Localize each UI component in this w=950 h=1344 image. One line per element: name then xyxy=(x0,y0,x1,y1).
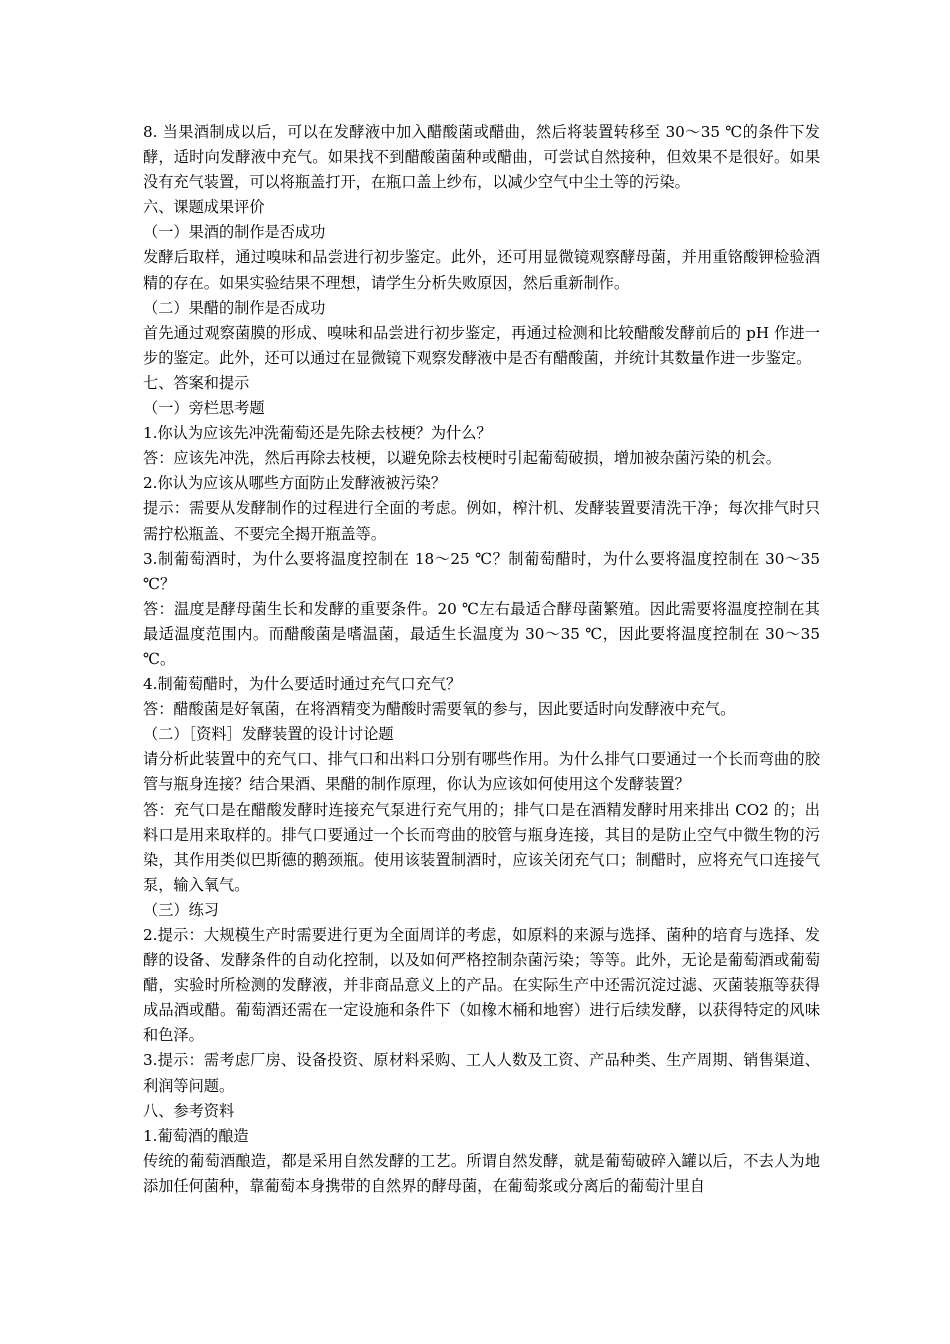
question-2: 2.你认为应该从哪些方面防止发酵液被污染？ xyxy=(143,474,447,493)
question-1: 1.你认为应该先冲洗葡萄还是先除去枝梗？为什么？ xyxy=(143,424,492,443)
subheading-device-discussion: （二）［资料］发酵装置的设计讨论题 xyxy=(143,725,394,744)
subheading-exercises: （三）练习 xyxy=(143,900,219,919)
exercise-hint-2: 2.提示：大规模生产时需要进行更为全面周详的考虑，如原料的来源与选择、菌种的培育与选择、发酵的设备、发酵条件的自动化控制，以及如何严格控制杂菌污染；等等。此外，无论是葡萄酒或葡萄醋，实验时所检测的发酵液，并非商品意义上的产品。在实际生产中还需沉淀过滤、灭菌装瓶等获得成品酒或醋。葡萄酒还需在一定设施和条件下（如橡木桶和地窖）进行后续发酵，以获得特定的风味和色泽。 xyxy=(143,926,820,1045)
paragraph-wine-evaluation: 发酵后取样，通过嗅味和品尝进行初步鉴定。此外，还可用显微镜观察酵母菌，并用重铬酸钾检验酒精的存在。如果实验结果不理想，请学生分析失败原因，然后重新制作。 xyxy=(143,248,820,292)
subheading-wine-success: （一）果酒的制作是否成功 xyxy=(143,223,326,242)
question-3: 3.制葡萄酒时，为什么要将温度控制在 18～25 ℃？制葡萄醋时，为什么要将温度控制在 30～35 ℃？ xyxy=(143,549,820,593)
answer-3: 答：温度是酵母菌生长和发酵的重要条件。20 ℃左右最适合酵母菌繁殖。因此需要将温度控制在其最适温度范围内。而醋酸菌是嗜温菌，最适生长温度为 30～35 ℃，因此要将温度控制在 30～35 ℃。 xyxy=(143,599,820,668)
subheading-sidebar-questions: （一）旁栏思考题 xyxy=(143,399,265,418)
heading-section-6: 六、课题成果评价 xyxy=(143,198,265,217)
answer-2: 提示：需要从发酵制作的过程进行全面的考虑。例如，榨汁机、发酵装置要清洗干净；每次排气时只需拧松瓶盖、不要完全揭开瓶盖等。 xyxy=(143,499,820,543)
paragraph-wine-brewing: 传统的葡萄酒酿造，都是采用自然发酵的工艺。所谓自然发酵，就是葡萄破碎入罐以后，不去人为地添加任何菌种，靠葡萄本身携带的自然界的酵母菌，在葡萄浆或分离后的葡萄汁里自 xyxy=(143,1151,820,1195)
exercise-hint-3: 3.提示：需考虑厂房、设备投资、原材料采购、工人人数及工资、产品种类、生产周期、销售渠道、利润等问题。 xyxy=(143,1051,820,1095)
heading-section-7: 七、答案和提示 xyxy=(143,373,250,392)
paragraph-vinegar-evaluation: 首先通过观察菌膜的形成、嗅味和品尝进行初步鉴定，再通过检测和比较醋酸发酵前后的 pH 作进一步的鉴定。此外，还可以通过在显微镜下观察发酵液中是否有醋酸菌，并统计其数量作进一步鉴定。 xyxy=(143,323,820,367)
heading-section-8: 八、参考资料 xyxy=(143,1101,235,1120)
discussion-question: 请分析此装置中的充气口、排气口和出料口分别有哪些作用。为什么排气口要通过一个长而弯曲的胶管与瓶身连接？结合果酒、果醋的制作原理，你认为应该如何使用这个发酵装置？ xyxy=(143,750,820,794)
subheading-vinegar-success: （二）果醋的制作是否成功 xyxy=(143,298,326,317)
subheading-wine-brewing: 1.葡萄酒的酿造 xyxy=(143,1126,249,1145)
answer-1: 答：应该先冲洗，然后再除去枝梗，以避免除去枝梗时引起葡萄破损，增加被杂菌污染的机会。 xyxy=(143,449,781,468)
paragraph-step-8: 8. 当果酒制成以后，可以在发酵液中加入醋酸菌或醋曲，然后将装置转移至 30～35 ℃的条件下发酵，适时向发酵液中充气。如果找不到醋酸菌菌种或醋曲，可尝试自然接种，但效果不是很好。如果没有充气装置，可以将瓶盖打开，在瓶口盖上纱布，以减少空气中尘土等的污染。 xyxy=(143,123,820,192)
answer-4: 答：醋酸菌是好氧菌，在将酒精变为醋酸时需要氧的参与，因此要适时向发酵液中充气。 xyxy=(143,700,736,719)
question-4: 4.制葡萄醋时，为什么要适时通过充气口充气？ xyxy=(143,675,462,694)
discussion-answer: 答：充气口是在醋酸发酵时连接充气泵进行充气用的；排气口是在酒精发酵时用来排出 CO2 的；出料口是用来取样的。排气口要通过一个长而弯曲的胶管与瓶身连接，其目的是防止空气中微生物的污染，其作用类似巴斯德的鹅颈瓶。使用该装置制酒时，应该关闭充气口；制醋时，应将充气口连接气泵，输入氧气。 xyxy=(143,800,820,894)
document-page xyxy=(143,120,820,1199)
